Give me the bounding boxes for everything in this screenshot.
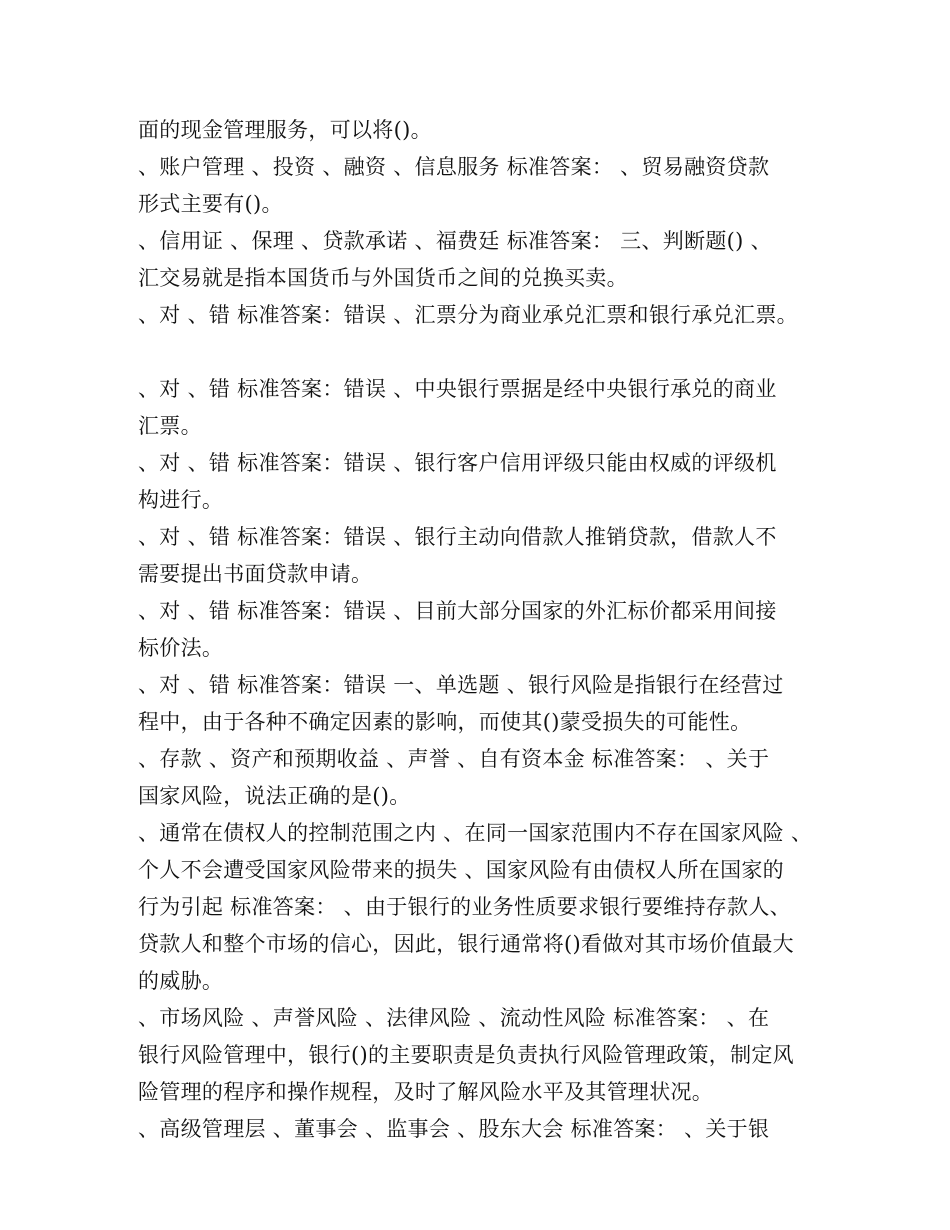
text-line-27: 险管理的程序和操作规程，及时了解风险水平及其管理状况。 xyxy=(138,1080,714,1104)
text-line-4: 、信用证 、保理 、贷款承诺 、福费廷 标准答案： 三、判断题() 、 xyxy=(138,229,772,253)
text-line-18: 、存款 、资产和预期收益 、声誉 、自有资本金 标准答案： 、关于 xyxy=(138,747,770,771)
text-line-10: 、对 、错 标准答案：错误 、银行客户信用评级只能由权威的评级机 xyxy=(138,451,777,475)
text-line-1: 面的现金管理服务，可以将()。 xyxy=(138,118,432,142)
text-line-24: 的威胁。 xyxy=(138,969,224,993)
text-line-3: 形式主要有()。 xyxy=(138,192,283,216)
text-line-12: 、对 、错 标准答案：错误 、银行主动向借款人推销贷款，借款人不 xyxy=(138,525,777,549)
text-line-20: 、通常在债权人的控制范围之内 、在同一国家范围内不存在国家风险 、 xyxy=(138,821,813,845)
text-line-16: 、对 、错 标准答案：错误 一、单选题 、银行风险是指银行在经营过 xyxy=(138,673,784,697)
text-line-2: 、账户管理 、投资 、融资 、信息服务 标准答案： 、贸易融资贷款 xyxy=(138,155,770,179)
text-line-14: 、对 、错 标准答案：错误 、目前大部分国家的外汇标价都采用间接 xyxy=(138,599,777,623)
paragraph-gap xyxy=(138,334,838,371)
text-line-22: 行为引起 标准答案： 、由于银行的业务性质要求银行要维持存款人、 xyxy=(138,895,791,919)
text-line-26: 银行风险管理中，银行()的主要职责是负责执行风险管理政策，制定风 xyxy=(138,1043,794,1067)
text-line-5: 汇交易就是指本国货币与外国货币之间的兑换买卖。 xyxy=(138,266,628,290)
text-line-13: 需要提出书面贷款申请。 xyxy=(138,562,373,586)
document-body xyxy=(138,112,838,1148)
text-line-6: 、对 、错 标准答案：错误 、汇票分为商业承兑汇票和银行承兑汇票。 xyxy=(138,303,798,327)
text-line-23: 贷款人和整个市场的信心，因此，银行通常将()看做对其市场价值最大 xyxy=(138,932,794,956)
text-line-9: 汇票。 xyxy=(138,414,202,438)
text-line-19: 国家风险，说法正确的是()。 xyxy=(138,784,411,808)
text-line-25: 、市场风险 、声誉风险 、法律风险 、流动性风险 标准答案： 、在 xyxy=(138,1006,770,1030)
text-line-8: 、对 、错 标准答案：错误 、中央银行票据是经中央银行承兑的商业 xyxy=(138,377,777,401)
text-line-11: 构进行。 xyxy=(138,488,224,512)
text-line-21: 个人不会遭受国家风险带来的损失 、国家风险有由债权人所在国家的 xyxy=(138,858,784,882)
text-line-28: 、高级管理层 、董事会 、监事会 、股东大会 标准答案： 、关于银 xyxy=(138,1117,770,1141)
text-line-15: 标价法。 xyxy=(138,636,224,660)
text-line-17: 程中，由于各种不确定因素的影响，而使其()蒙受损失的可能性。 xyxy=(138,710,752,734)
